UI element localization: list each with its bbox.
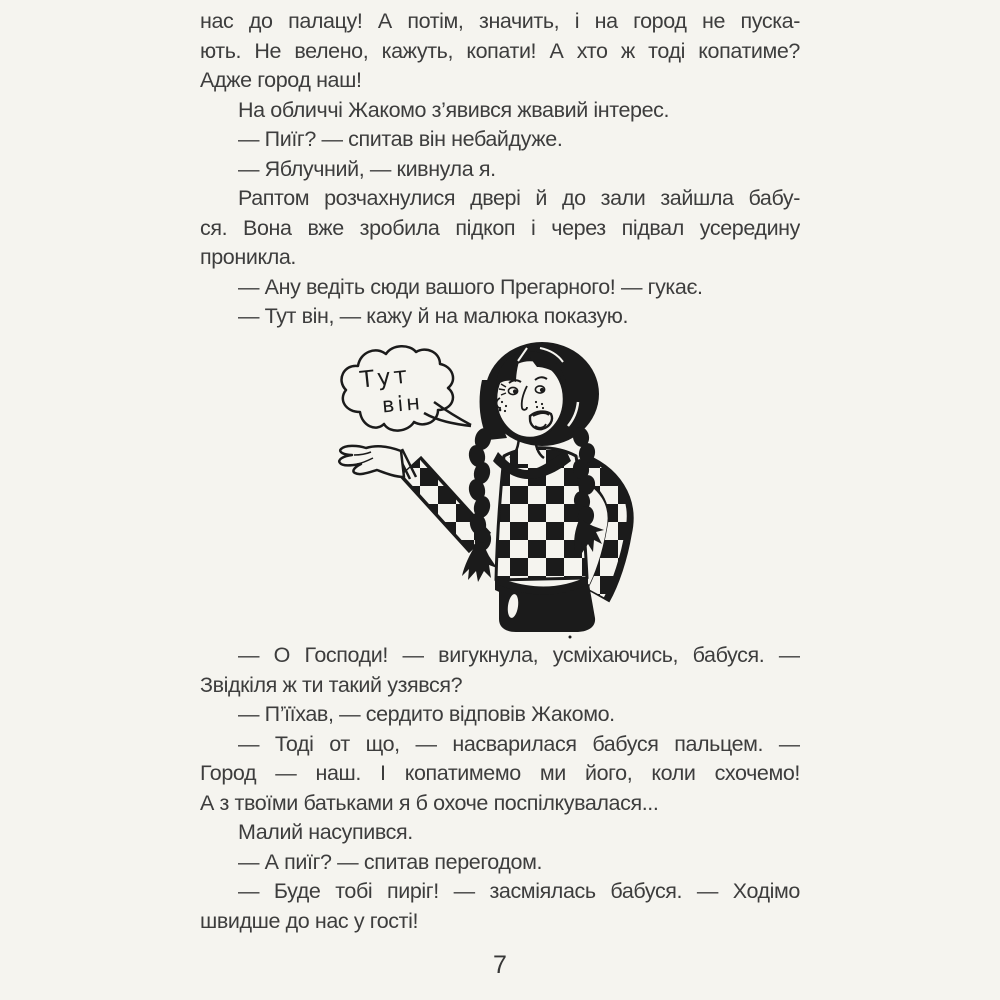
text-line: — Буде тобі пиріг! — засміялась бабуся. — Ходімо [238,879,800,903]
speech-bubble [342,346,471,430]
text-line: А з твоїми батьками я б охоче поспілкувалася... [200,790,659,815]
text-line: Адже город наш! [200,68,362,92]
bubble-tail [434,402,471,425]
bubble-text-line2: він [381,390,424,418]
open-hand [339,446,404,477]
text-line: — Яблучний, — кивнула я. [238,156,496,181]
text-line: — Тоді от що, — насварилася бабуся пальцем. — [238,731,800,756]
text-line: — Тут він, — кажу й на малюка показую. [238,304,629,328]
text-line: На обличчі Жакомо з’явився жвавий інтерес. [238,97,670,122]
text-line: ся. Вона вже зробила підкоп і через підвал усередину [200,215,800,240]
text-block-top [200,7,800,332]
text-line: проникла. [200,245,296,269]
text-line: — Пиїг? — спитав він небайдуже. [238,127,563,151]
text-line: Город — наш. І копатимемо ми його, коли схочемо! [200,761,800,785]
girl-with-braids-drawing [330,342,640,640]
page-number: 7 [493,951,507,979]
text-line: — П’їїхав, — сердито відповів Жакомо. [238,702,615,726]
girl-extended-arm [339,446,480,543]
bubble-text-line1: Тут [358,362,412,394]
text-line: Малий насупився. [238,820,413,844]
text-line: — Ану ведіть сюди вашого Прегарного! — гукає. [238,274,703,299]
text-line: — А пиїг? — спитав перегодом. [238,849,543,874]
text-line: — О Господи! — вигукнула, усміхаючись, бабуся. — [238,643,800,667]
text-line: нас до палацу! А потім, значить, і на город не пуска- [200,9,800,33]
text-line: Звідкіля ж ти такий узявся? [200,672,463,697]
text-line: Раптом розчахнулися двері й до зали зайшла бабу- [238,186,800,210]
text-line: швидше до нас у гості! [200,908,419,933]
illustration [330,342,640,640]
ink-dot [569,636,572,639]
text-block-bottom [200,641,800,936]
girl-braid-left [462,426,497,582]
text-line: ють. Не велено, кажуть, копати! А хто ж тоді копатиме? [200,38,800,63]
